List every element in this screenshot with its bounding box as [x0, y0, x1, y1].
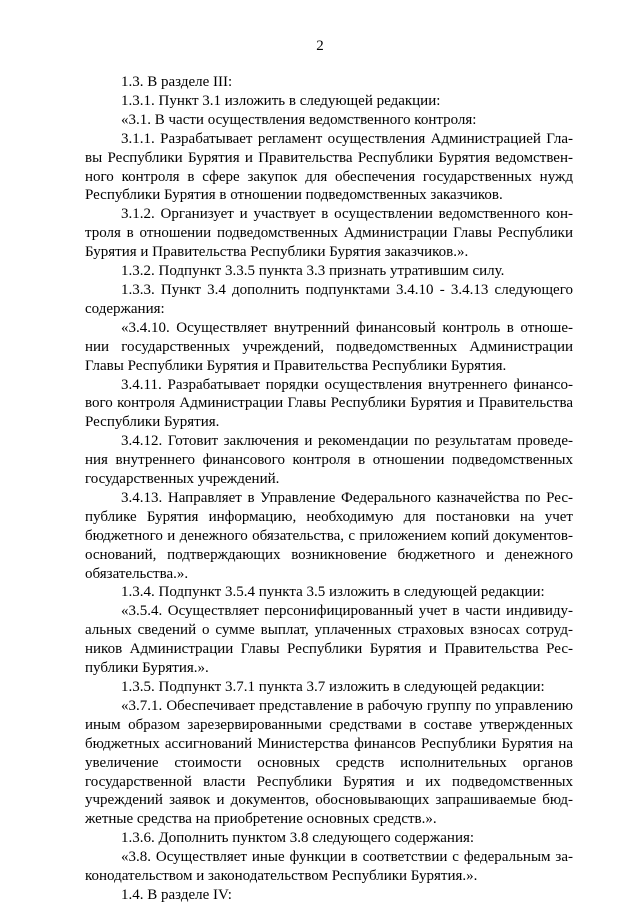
paragraph-3-4-10: «3.4.10. Осуществляет внутренний финансовый контроль в отношении государственных учреждений, подведомственных Администрации Главы Республики Бурятия и Правительства Республики Бурятия. [85, 319, 573, 374]
paragraph-3-5-4: «3.5.4. Осуществляет персонифицированный учет в части индивидуальных сведений о сумме выплат, уплаченных страховых взносах сотрудников Администрации Главы Республики Бурятия и Правительства Республики Бурятия.». [85, 603, 573, 677]
paragraph-3-4-11: 3.4.11. Разрабатывает порядки осуществления внутреннего финансового контроля Администрации Главы Республики Бурятия и Правительства Республики Бурятия. [85, 376, 573, 431]
paragraph-3-4-12: 3.4.12. Готовит заключения и рекомендации по результатам проведения внутреннего финансового контроля в отношении подведомственных государственных учреждений. [85, 433, 573, 488]
paragraph-1-3-5: 1.3.5. Подпункт 3.7.1 пункта 3.7 изложить в следующей редакции: [121, 679, 545, 695]
paragraph-3-1: «3.1. В части осуществления ведомственного контроля: [121, 111, 477, 128]
paragraph-1-3-1: 1.3.1. Пункт 3.1 изложить в следующей редакции: [121, 92, 441, 109]
paragraph-3-1-2: 3.1.2. Организует и участвует в осуществлении ведомственного контроля в отношении подведомственных Администрации Главы Республики Бурятия и Правительства Республики Бурятия заказчиков.». [85, 206, 573, 261]
paragraph-section-1-4: 1.4. В разделе IV: [121, 886, 232, 903]
paragraph-1-3-4: 1.3.4. Подпункт 3.5.4 пункта 3.5 изложить в следующей редакции: [121, 584, 545, 601]
paragraph-1-3-3: 1.3.3. Пункт 3.4 дополнить подпунктами 3.4.10 - 3.4.13 следующего содержания: [85, 281, 573, 317]
paragraph-3-8: «3.8. Осуществляет иные функции в соответствии с федеральным законодательством и законодательством Республики Бурятия.». [85, 849, 573, 885]
paragraph-3-4-13: 3.4.13. Направляет в Управление Федерального казначейства по Республике Бурятия информацию, необходимую для постановки на учет бюджетного и денежного обязательства, с приложением копий документов-оснований, подтверждающих возникновение бюджетного и денежного обязательства.». [85, 489, 573, 582]
paragraph-3-1-1: 3.1.1. Разрабатывает регламент осуществления Администрацией Главы Республики Бурятия и Правительства Республики Бурятия ведомственного контроля в сфере закупок для обеспечения государственных нужд Республики Бурятия в отношении подведомственных заказчиков. [85, 130, 573, 204]
page-number: 2 [316, 38, 324, 54]
paragraph-section-1-3: 1.3. В разделе III: [121, 74, 233, 90]
document-body [85, 73, 573, 905]
paragraph-1-3-6: 1.3.6. Дополнить пунктом 3.8 следующего содержания: [121, 830, 475, 847]
paragraph-1-3-2: 1.3.2. Подпункт 3.3.5 пункта 3.3 признать утратившим силу. [121, 263, 505, 280]
paragraph-3-7-1: «3.7.1. Обеспечивает представление в рабочую группу по управлению иным образом зарезервированными средствами в составе утвержденных бюджетных ассигнований Министерства финансов Республики Бурятия на увеличение стоимости основных средств исполнительных органов государственной власти Республики Бурятия и их подведомственных учреждений заявок и документов, обосновывающих запрашиваемые бюджетные средства на приобретение основных средств.». [85, 697, 573, 828]
